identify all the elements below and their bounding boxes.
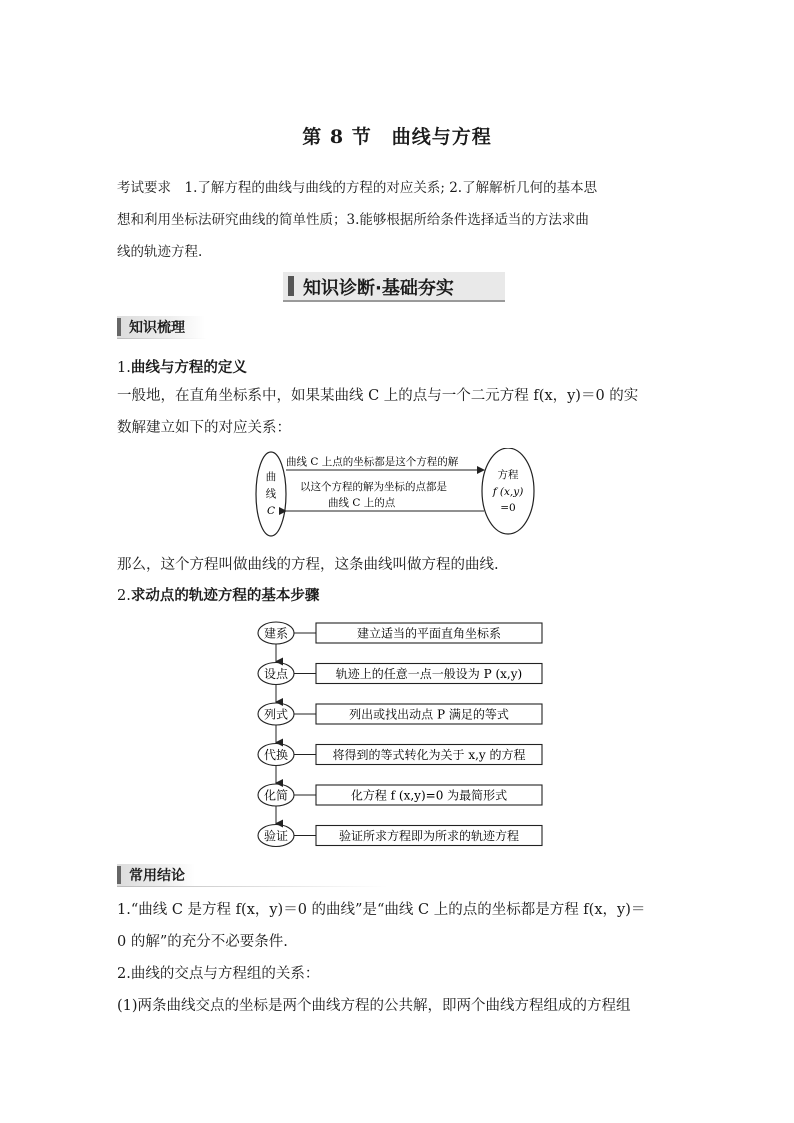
step-name: 设点 — [263, 667, 289, 681]
item1-line1: 一般地，在直角坐标系中，如果某曲线 C 上的点与一个二元方程 f(x，y)＝0 的实 — [117, 388, 639, 404]
step-name: 建系 — [263, 626, 289, 641]
step-description: 轨迹上的任意一点一般设为 P (x,y) — [335, 667, 523, 681]
subhead-common-text: 常用结论 — [129, 868, 185, 884]
exam-requirement-line3: 线的轨迹方程. — [117, 244, 203, 260]
subhead-knowledge-text: 知识梳理 — [129, 320, 185, 336]
curve-label-3: C — [266, 505, 276, 517]
steps-flowchart — [254, 618, 554, 850]
item1-conclusion: 那么，这个方程叫做曲线的方程，这条曲线叫做方程的曲线. — [117, 557, 499, 573]
banner-text: 知识诊断·基础夯实 — [303, 278, 454, 299]
subhead-common-underline — [117, 886, 387, 887]
common-conclusions — [117, 894, 682, 1022]
arrow-top-text: 曲线 C 上点的坐标都是这个方程的解 — [286, 456, 459, 468]
curve-label-2: 线 — [265, 488, 277, 500]
exam-requirement-line1: 考试要求 1.了解方程的曲线与曲线的方程的对应关系; 2.了解解析几何的基本思 — [117, 180, 598, 196]
step-description: 化方程 f (x,y)=0 为最简形式 — [350, 788, 508, 803]
equation-label-3: =0 — [500, 502, 516, 514]
subhead-knowledge — [117, 316, 205, 338]
item1-paragraph — [117, 380, 682, 444]
equation-label-1: 方程 — [497, 469, 519, 481]
banner-bar — [288, 276, 294, 296]
step-description: 列出或找出动点 P 满足的等式 — [349, 707, 509, 722]
section-banner — [283, 272, 505, 302]
conclusion2-1: (1)两条曲线交点的坐标是两个曲线方程的公共解，即两个曲线方程组成的方程组 — [117, 998, 631, 1014]
step-description: 建立适当的平面直角坐标系 — [356, 626, 502, 641]
conclusion2: 2.曲线的交点与方程组的关系： — [117, 966, 320, 982]
subhead-underline — [117, 338, 207, 339]
conclusion1-line1: 1.“曲线 C 是方程 f(x，y)＝0 的曲线”是“曲线 C 上的点的坐标都是方程 f(x，y)＝ — [117, 902, 646, 918]
curve-equation-diagram — [250, 448, 550, 540]
item1-heading: 1.曲线与方程的定义 — [117, 359, 247, 376]
item2-heading: 2.求动点的轨迹方程的基本步骤 — [117, 587, 320, 604]
subhead-common-bar — [117, 866, 121, 884]
curve-label-1: 曲 — [265, 471, 277, 483]
exam-requirement-line2: 想和利用坐标法研究曲线的简单性质；3.能够根据所给条件选择适当的方法求曲 — [117, 212, 589, 228]
page-title: 第 8 节 曲线与方程 — [302, 126, 492, 148]
item1-line2: 数解建立如下的对应关系： — [117, 420, 291, 436]
step-description: 将得到的等式转化为关于 x,y 的方程 — [332, 748, 526, 762]
subhead-common — [117, 864, 195, 886]
step-name: 代换 — [263, 748, 289, 762]
step-name: 化简 — [263, 788, 289, 803]
step-name: 列式 — [263, 707, 289, 722]
conclusion1-line2: 0 的解”的充分不必要条件. — [117, 934, 288, 950]
arrow-bottom-text-1: 以这个方程的解为坐标的点都是 — [300, 481, 447, 493]
arrow-bottom-text-2: 曲线 C 上的点 — [328, 497, 396, 509]
exam-requirement — [117, 172, 677, 268]
subhead-bar — [117, 318, 121, 336]
step-name: 验证 — [263, 829, 289, 843]
step-description: 验证所求方程即为所求的轨迹方程 — [338, 829, 520, 843]
exam-requirement-label: 考试要求 — [117, 180, 171, 196]
equation-label-2: f (x,y) — [492, 486, 524, 498]
